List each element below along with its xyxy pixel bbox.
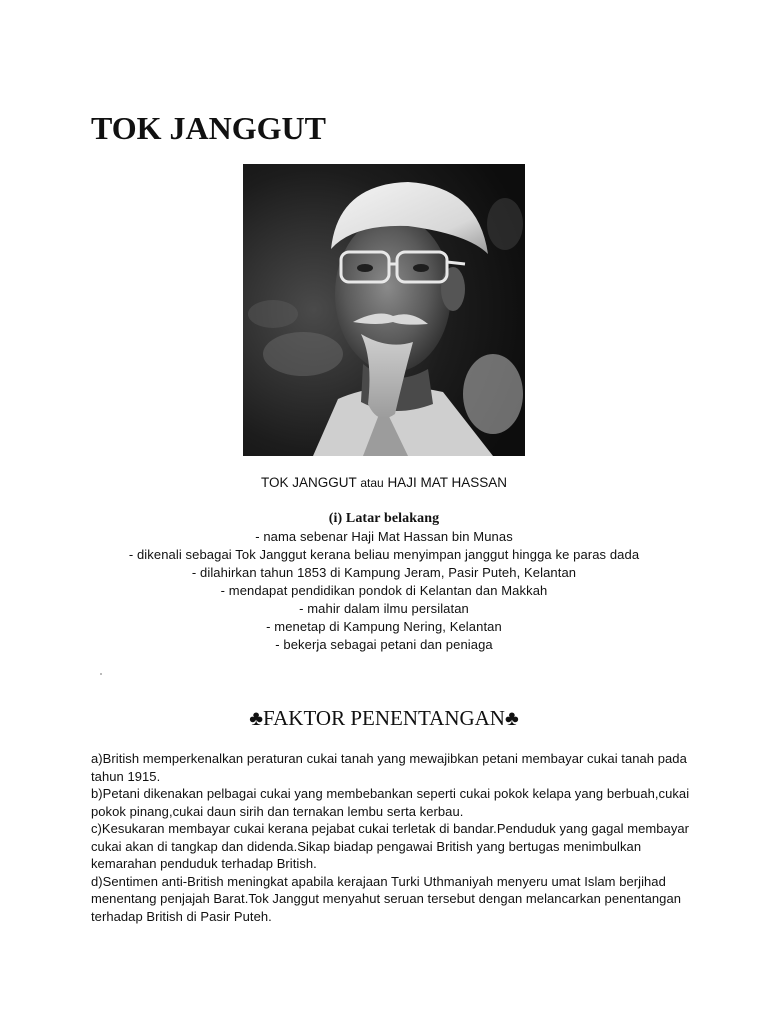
factor-item: d)Sentimen anti-British meningkat apabila kerajaan Turki Uthmaniyah menyeru umat Islam berjihad menentang penjajah Barat.Tok Janggut menyahut seruan tersebut dengan melancarkan penentangan terhadap British di Pasir Puteh.: [91, 873, 682, 924]
document-title: TOK JANGGUT: [91, 110, 326, 146]
factors-list: [91, 750, 691, 925]
background-item: - dikenali sebagai Tok Janggut kerana beliau menyimpan janggut hingga ke paras dada: [128, 547, 640, 562]
factor-item: a)British memperkenalkan peraturan cukai tanah yang mewajibkan petani membayar cukai tanah pada tahun 1915.: [91, 751, 687, 784]
caption-connector: atau: [360, 476, 384, 490]
background-item: - mahir dalam ilmu persilatan: [299, 601, 469, 616]
stray-mark: [100, 673, 102, 675]
caption-name-alt: HAJI MAT HASSAN: [387, 475, 507, 490]
background-item: - nama sebenar Haji Mat Hassan bin Munas: [255, 529, 513, 544]
factors-heading: ♣FAKTOR PENENTANGAN♣: [249, 706, 519, 730]
portrait-photo-icon: [243, 164, 525, 456]
background-item: - menetap di Kampung Nering, Kelantan: [266, 619, 502, 634]
background-section: [0, 510, 768, 654]
background-item: - mendapat pendidikan pondok di Kelantan dan Makkah: [220, 583, 548, 598]
factor-item: b)Petani dikenakan pelbagai cukai yang membebankan seperti cukai pokok kelapa yang berbuah,cukai pokok pinang,cukai daun sirih dan ternakan lembu serta kerbau.: [91, 786, 690, 819]
factor-item: c)Kesukaran membayar cukai kerana pejabat cukai terletak di bandar.Penduduk yang gagal membayar cukai akan di tangkap dan didenda.Sikap biadap pengawai British yang bertugas menimbulkan kemarahan penduduk terhadap British.: [91, 821, 690, 871]
photo-caption: [0, 475, 768, 490]
caption-name-main: TOK JANGGUT: [261, 475, 357, 490]
background-heading: (i) Latar belakang: [328, 511, 440, 526]
portrait-photo: [243, 164, 525, 456]
background-item: - dilahirkan tahun 1853 di Kampung Jeram, Pasir Puteh, Kelantan: [191, 565, 577, 580]
background-item: - bekerja sebagai petani dan peniaga: [275, 637, 493, 652]
